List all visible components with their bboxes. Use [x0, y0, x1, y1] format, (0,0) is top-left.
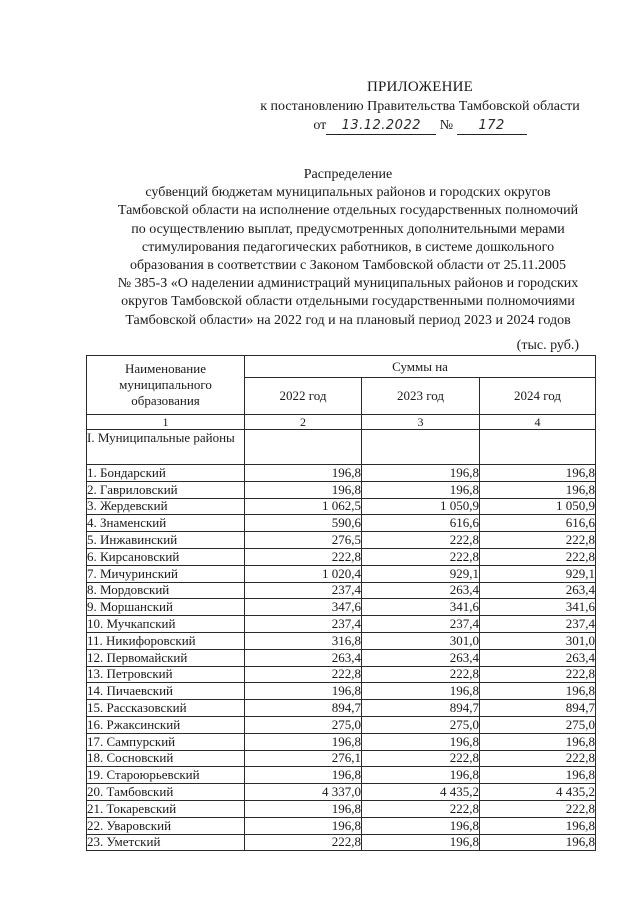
value-2023: 301,0 [362, 632, 480, 649]
municipality-name: 6. Кирсановский [87, 548, 245, 565]
col-header-sums: Суммы на [245, 356, 596, 378]
value-2022: 237,4 [245, 616, 362, 633]
municipality-name: 7. Мичуринский [87, 565, 245, 582]
col-number: 3 [362, 415, 480, 430]
table-row [87, 683, 596, 700]
value-2023: 222,8 [362, 750, 480, 767]
table-body [87, 465, 596, 851]
municipality-name: 16. Ржаксинский [87, 716, 245, 733]
value-2023: 275,0 [362, 716, 480, 733]
value-2023: 222,8 [362, 666, 480, 683]
value-2023: 196,8 [362, 817, 480, 834]
value-2022: 276,1 [245, 750, 362, 767]
value-2023: 196,8 [362, 683, 480, 700]
heading-line: Тамбовской области» на 2022 год и на плановый период 2023 и 2024 годов [125, 312, 571, 328]
value-2022: 316,8 [245, 632, 362, 649]
value-2022: 196,8 [245, 733, 362, 750]
value-2024: 894,7 [480, 700, 596, 717]
value-2023: 222,8 [362, 548, 480, 565]
table-row [87, 465, 596, 482]
value-2023: 222,8 [362, 532, 480, 549]
table-row [87, 565, 596, 582]
value-2022: 263,4 [245, 649, 362, 666]
table-row [87, 599, 596, 616]
empty-cell [480, 430, 596, 465]
appendix-date-line [240, 117, 600, 135]
value-2024: 196,8 [480, 733, 596, 750]
value-2022: 4 337,0 [245, 784, 362, 801]
table-row [87, 733, 596, 750]
heading-line: стимулирования педагогических работников, в системе дошкольного [141, 239, 555, 255]
table-row [87, 784, 596, 801]
value-2023: 222,8 [362, 800, 480, 817]
value-2024: 275,0 [480, 716, 596, 733]
value-2024: 196,8 [480, 817, 596, 834]
value-2024: 196,8 [480, 767, 596, 784]
table-row [87, 834, 596, 851]
value-2024: 1 050,9 [480, 498, 596, 515]
value-2023: 929,1 [362, 565, 480, 582]
value-2023: 341,6 [362, 599, 480, 616]
value-2023: 616,6 [362, 515, 480, 532]
table-row [87, 582, 596, 599]
municipality-name: 14. Пичаевский [87, 683, 245, 700]
value-2023: 196,8 [362, 465, 480, 482]
date-prefix: от [313, 118, 327, 133]
municipality-name: 11. Никифоровский [87, 632, 245, 649]
value-2022: 590,6 [245, 515, 362, 532]
value-2022: 1 062,5 [245, 498, 362, 515]
value-2023: 237,4 [362, 616, 480, 633]
value-2022: 222,8 [245, 666, 362, 683]
heading-line: Распределение [303, 167, 393, 182]
table-row [87, 548, 596, 565]
value-2023: 263,4 [362, 649, 480, 666]
heading-line: № 385-З «О наделении администраций муниципальных районов и городских [117, 276, 579, 292]
value-2024: 237,4 [480, 616, 596, 633]
municipality-name: 17. Сампурский [87, 733, 245, 750]
heading-line: образования в соответствии с Законом Тамбовской области от 25.11.2005 [129, 258, 567, 274]
value-2022: 237,4 [245, 582, 362, 599]
col-header-name: Наименование муниципального образования [87, 356, 245, 415]
value-2022: 196,8 [245, 465, 362, 482]
value-2024: 222,8 [480, 750, 596, 767]
value-2024: 616,6 [480, 515, 596, 532]
appendix-block [240, 78, 600, 135]
municipality-name: 23. Уметский [87, 834, 245, 851]
heading-line: округов Тамбовской области отдельными государственными полномочиями [121, 294, 575, 310]
col-number: 2 [245, 415, 362, 430]
handwritten-number: 172 [457, 118, 527, 135]
municipality-name: 5. Инжавинский [87, 532, 245, 549]
value-2022: 347,6 [245, 599, 362, 616]
table-row [87, 700, 596, 717]
value-2023: 263,4 [362, 582, 480, 599]
value-2024: 341,6 [480, 599, 596, 616]
value-2023: 4 435,2 [362, 784, 480, 801]
heading-line: по осуществлению выплат, предусмотренных дополнительными мерами [131, 221, 565, 237]
value-2024: 929,1 [480, 565, 596, 582]
municipality-name: 19. Староюрьевский [87, 767, 245, 784]
table-row [87, 632, 596, 649]
value-2024: 222,8 [480, 800, 596, 817]
municipality-name: 22. Уваровский [87, 817, 245, 834]
municipality-name: 13. Петровский [87, 666, 245, 683]
col-number: 4 [480, 415, 596, 430]
value-2024: 222,8 [480, 666, 596, 683]
value-2024: 222,8 [480, 548, 596, 565]
value-2024: 196,8 [480, 481, 596, 498]
value-2024: 222,8 [480, 532, 596, 549]
value-2024: 4 435,2 [480, 784, 596, 801]
value-2022: 196,8 [245, 800, 362, 817]
table-row [87, 817, 596, 834]
table-row [87, 616, 596, 633]
value-2023: 894,7 [362, 700, 480, 717]
table-row [87, 666, 596, 683]
table-row [87, 515, 596, 532]
heading-line: Тамбовской области на исполнение отдельных государственных полномочий [117, 203, 579, 219]
municipality-name: 4. Знаменский [87, 515, 245, 532]
col-header-2023: 2023 год [362, 378, 480, 415]
value-2024: 263,4 [480, 649, 596, 666]
value-2024: 196,8 [480, 465, 596, 482]
empty-cell [245, 430, 362, 465]
value-2022: 196,8 [245, 817, 362, 834]
table-row [87, 716, 596, 733]
value-2024: 196,8 [480, 834, 596, 851]
value-2022: 196,8 [245, 683, 362, 700]
municipality-name: 20. Тамбовский [87, 784, 245, 801]
document-heading [88, 166, 608, 330]
value-2022: 222,8 [245, 548, 362, 565]
table-row [87, 498, 596, 515]
municipality-name: 3. Жердевский [87, 498, 245, 515]
handwritten-date: 13.12.2022 [326, 118, 436, 135]
col-number: 1 [87, 415, 245, 430]
municipality-name: 9. Моршанский [87, 599, 245, 616]
municipality-name: 8. Мордовский [87, 582, 245, 599]
number-prefix: № [439, 118, 454, 133]
heading-line: субвенций бюджетам муниципальных районов и городских округов [145, 185, 551, 201]
value-2022: 196,8 [245, 767, 362, 784]
table-row [87, 800, 596, 817]
value-2023: 196,8 [362, 481, 480, 498]
municipality-name: 18. Сосновский [87, 750, 245, 767]
value-2024: 263,4 [480, 582, 596, 599]
value-2022: 196,8 [245, 481, 362, 498]
municipality-name: 15. Рассказовский [87, 700, 245, 717]
municipality-name: 2. Гавриловский [87, 481, 245, 498]
value-2023: 196,8 [362, 767, 480, 784]
value-2023: 196,8 [362, 733, 480, 750]
value-2022: 894,7 [245, 700, 362, 717]
table-row [87, 649, 596, 666]
table-row [87, 767, 596, 784]
value-2022: 276,5 [245, 532, 362, 549]
table-row [87, 532, 596, 549]
empty-cell [362, 430, 480, 465]
value-2022: 1 020,4 [245, 565, 362, 582]
table-row [87, 750, 596, 767]
subsidy-table [86, 355, 596, 851]
value-2023: 196,8 [362, 834, 480, 851]
appendix-title: ПРИЛОЖЕНИЕ [366, 79, 474, 95]
municipality-name: 1. Бондарский [87, 465, 245, 482]
col-header-2022: 2022 год [245, 378, 362, 415]
municipality-name: 21. Токаревский [87, 800, 245, 817]
value-2024: 301,0 [480, 632, 596, 649]
value-2024: 196,8 [480, 683, 596, 700]
units-label: (тыс. руб.) [516, 338, 579, 353]
group-label: I. Муниципальные районы [87, 430, 245, 465]
appendix-subtitle: к постановлению Правительства Тамбовской области [260, 99, 580, 114]
value-2023: 1 050,9 [362, 498, 480, 515]
table-row [87, 481, 596, 498]
municipality-name: 12. Первомайский [87, 649, 245, 666]
value-2022: 222,8 [245, 834, 362, 851]
col-header-2024: 2024 год [480, 378, 596, 415]
value-2022: 275,0 [245, 716, 362, 733]
municipality-name: 10. Мучкапский [87, 616, 245, 633]
